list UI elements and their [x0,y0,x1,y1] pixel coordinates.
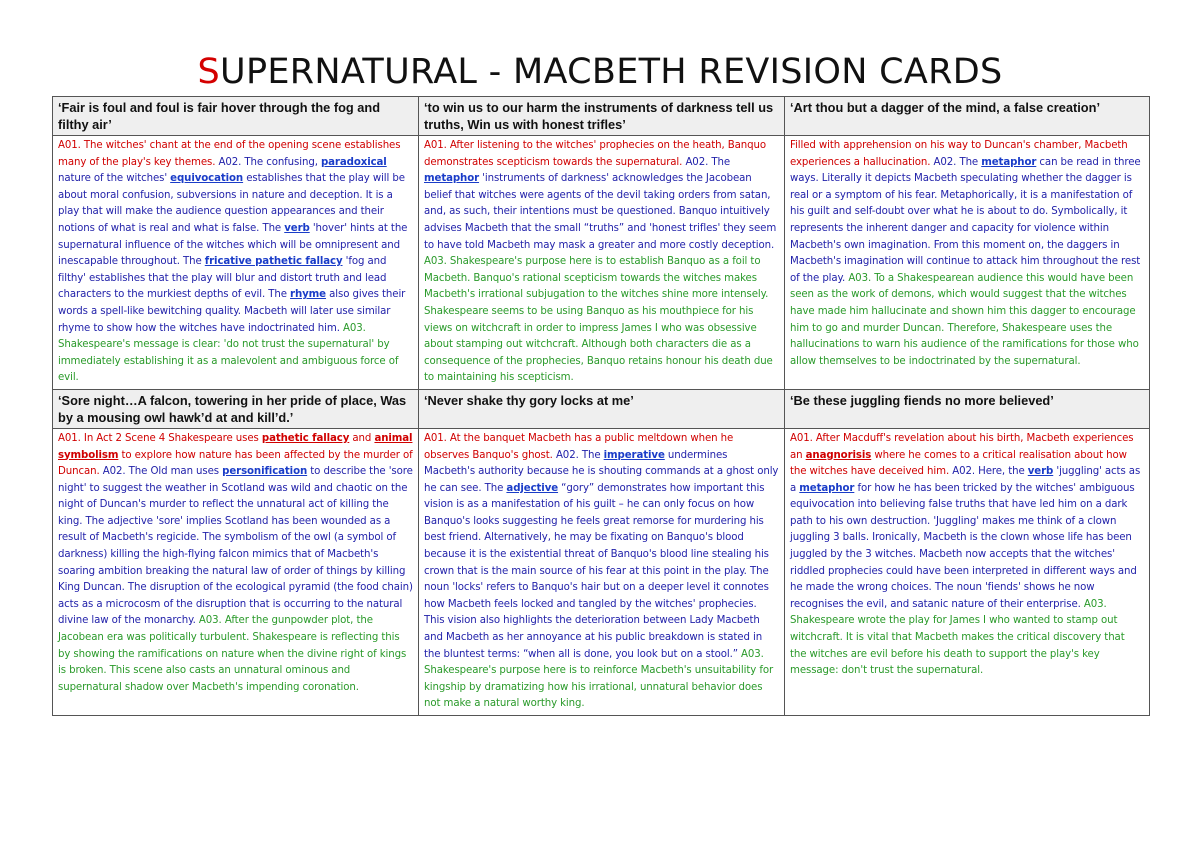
body-text: A02. The confusing, [218,156,321,168]
card-body [419,136,785,390]
body-text: 'hover' hints at the supernatural influence of the witches which will be omnipresent and inescapable throughout. The [58,222,408,268]
assessment-objective-a2 [790,157,1141,284]
key-term: animal symbolism [58,432,413,461]
key-term: metaphor [424,173,480,185]
body-text: “gory” demonstrates how important this vision is as a manifestation of his guilt – he can only focus on how Banquo's looks suggesting he feels great remorse for murdering his best friend. Alternatively, he may be fixating on Banquo's blood because it is the existential threat of Banquo's blood line stealing his crown that is the main source of his fear at this point in the play. The noun 'locks' refers to Banquo's hair but on a deeper level it connotes how Macbeth feels locked and tangled by the witches' prophecies. This vision also highlights the deterioration between Lady Macbeth and Macbeth as her annoyance at his public breakdown is stated in the bluntest terms: “when all is done, you look but on a stool.” [424,482,769,660]
key-term: metaphor [799,482,855,494]
card-body [419,428,785,715]
card-body [53,428,419,715]
body-text: A03. Shakespeare's purpose here is to establish Banquo as a foil to Macbeth. Banquo's rational scepticism towards the witches makes Macbeth's irrational subjugation to the witches shine more intensely. Shakespeare seems to be using Banquo as his mouthpiece for his views on witchcraft in order to impress James I who was obsessive about stamping out witchcraft. Although both characters die as a consequence of the prophecies, Banquo retains honour his death due to maintaining his scepticism. [424,256,773,384]
assessment-objective-a2 [790,466,1140,610]
title-first-letter: S [197,52,221,92]
key-term: metaphor [981,156,1037,168]
assessment-objective-a2 [424,157,776,251]
body-text: also gives their words a spell-like bewitching quality. Macbeth will later use similar rhyme to show how the witches have indoctrinated him. [58,289,406,334]
body-text: 'juggling' acts as a [790,466,1141,494]
body-text: for how he has been tricked by the witches' ambiguous equivocation into believing false truths that have led him on a dark path to his own destruction. 'Juggling' makes me think of a clown juggling 3 balls. Ironically, Macbeth is the clown whose life has been juggled by the 3 witches. Macbeth now accepts that the witches' riddled prophecies could have been interpreted in different ways and he made the wrong choices. The noun 'fiends' shows he now recognises the evil, and satanic nature of their enterprise. [790,482,1137,610]
card-quote: ‘Art thou but a dagger of the mind, a false creation’ [785,97,1150,136]
body-text: Filled with apprehension on his way to Duncan's chamber, Macbeth experiences a hallucination. [790,140,1128,168]
page-title [0,50,1200,94]
key-term: paradoxical [320,156,387,168]
body-text: A03. Shakespeare's purpose here is to reinforce Macbeth's unsuitability for kingship by dramatizing how his irrational, unnatural behavior does not make a natural worthy king. [424,648,774,710]
key-term: imperative [603,449,665,461]
card-quote: ‘Fair is foul and foul is fair hover through the fog and filthy air’ [53,97,419,136]
body-text: can be read in three ways. Literally it depicts Macbeth speculating whether the dagger is real or a symptom of his fear. Metaphorically, it is a manifestation of his guilt and self-doubt over what he is about to do. Symbolically, it represents the inherent danger and capacity for violence within Macbeth's own imagination. From this moment on, the daggers in Macbeth's imagination will continue to attack him throughout the rest of the play. [790,156,1141,284]
card-quote: ‘Sore night…A falcon, towering in her pride of place, Was by a mousing owl hawk’d at and kill’d.’ [53,389,419,428]
body-text: and [349,432,375,444]
key-term: personification [222,466,308,478]
body-text: to describe the 'sore night' to suggest the weather in Scotland was wild and chaotic on the night of Duncan's murder to reflect the unnatural act of killing the king. The adjective 'sore' implies Scotland has been wounded as a result of Macbeth's regicide. The symbolism of the owl (a symbol of darkness) killing the high-flying falcon mimics that of Macbeth's soaring ambition breaking the natural law of order of things by killing King Duncan. The disruption of the ecological pyramid (the food chain) acts as a microcosm of the disruption that is occurring to the natural divine law of the monarchy. [58,466,413,627]
card-quote: ‘to win us to our harm the instruments of darkness tell us truths, Win us with honest trifles’ [419,97,785,136]
body-text: A02. The [933,156,982,168]
quote-row-1 [53,97,1150,136]
key-term: verb [284,222,310,234]
body-text: 'instruments of darkness' acknowledges the Jacobean belief that witches were agents of the devil taking orders from satan, and, as such, their intentions must be questioned. Banquo intuitively advises Macbeth that the small “truths” and 'honest trifles' they seem to have told Macbeth may mask a greater and more costly deception. [424,173,777,251]
key-term: rhyme [290,289,326,301]
body-text: A01. After Macduff's revelation about his birth, Macbeth experiences an [790,432,1134,461]
assessment-objective-a3 [790,273,1139,367]
body-text: undermines Macbeth's authority because he is shouting commands at a ghost only he can see. The [424,449,779,494]
assessment-objective-a3 [790,599,1125,676]
assessment-objective-a2 [58,157,407,334]
assessment-objective-a3 [424,256,773,383]
body-text: A02. Here, the [952,466,1028,478]
assessment-objective-a2 [424,450,778,660]
title-rest: UPERNATURAL - MACBETH REVISION CARDS [220,52,1003,92]
key-term: fricative pathetic fallacy [204,256,343,268]
body-text: A02. The Old man uses [102,466,223,478]
assessment-objective-a2 [58,466,413,626]
body-text: A01. After listening to the witches' prophecies on the heath, Banquo demonstrates scepticism towards the supernatural. [424,140,766,168]
body-text: A02. The [685,156,730,168]
revision-cards-table [52,96,1150,716]
body-text: A01. The witches' chant at the end of the opening scene establishes many of the play's key themes. [58,140,401,168]
assessment-objective-a3 [58,615,406,692]
body-text: A03. To a Shakespearean audience this would have been seen as the work of demons, which would suggest that the witches have made him hallucinate and shown him this dagger to encourage him to go and murder Duncan. Therefore, Shakespeare uses the hallucinations to warn his audience of the ramifications for those who allow themselves to be indoctrinated by the supernatural. [790,272,1139,367]
body-text: establishes that the play will be about moral confusion, subversions in nature and deception. It is a play that will make the audience question appearances and their notions of what is real and what is false. The [58,173,405,234]
card-body [53,136,419,390]
quote-row-2 [53,389,1150,428]
body-text: 'fog and filthy' establishes that the play will blur and distort truth and lead characters to the murkiest depths of evil. The [58,256,387,301]
key-term: equivocation [170,173,244,185]
key-term: adjective [506,482,559,494]
card-quote: ‘Be these juggling fiends no more believed’ [785,389,1150,428]
body-text: A02. The [555,449,604,461]
card-body [785,428,1150,715]
body-row-2 [53,428,1150,715]
body-text: A01. At the banquet Macbeth has a public meltdown when he observes Banquo's ghost. [424,432,734,461]
body-row-1 [53,136,1150,390]
card-body [785,136,1150,390]
body-text: A03. Shakespeare's message is clear: 'do not trust the supernatural' by immediately establishing it as a malevolent and ambiguous force of evil. [58,322,399,384]
card-quote: ‘Never shake thy gory locks at me’ [419,389,785,428]
key-term: anagnorisis [805,449,872,461]
body-text: where he comes to a critical realisation about how the witches have deceived him. [790,449,1127,478]
body-text: A03. After the gunpowder plot, the Jacobean era was politically turbulent. Shakespeare is reflecting this by showing the ramifications on nature when the divine right of kings is broken. This scene also casts an unnatural ominous and supernatural shadow over Macbeth's impending coronation. [58,615,407,693]
key-term: pathetic fallacy [261,432,350,444]
body-text: A01. In Act 2 Scene 4 Shakespeare uses [58,432,262,444]
body-text: A03. Shakespeare wrote the play for James I who wanted to stamp out witchcraft. It is vital that Macbeth makes the critical discovery that the witches are evil before his death to support the play's key message: don't trust the supernatural. [790,598,1125,677]
key-term: verb [1027,466,1054,478]
body-text: nature of the witches' [58,173,171,185]
body-text: to explore how nature has been affected by the murder of Duncan. [58,449,413,478]
